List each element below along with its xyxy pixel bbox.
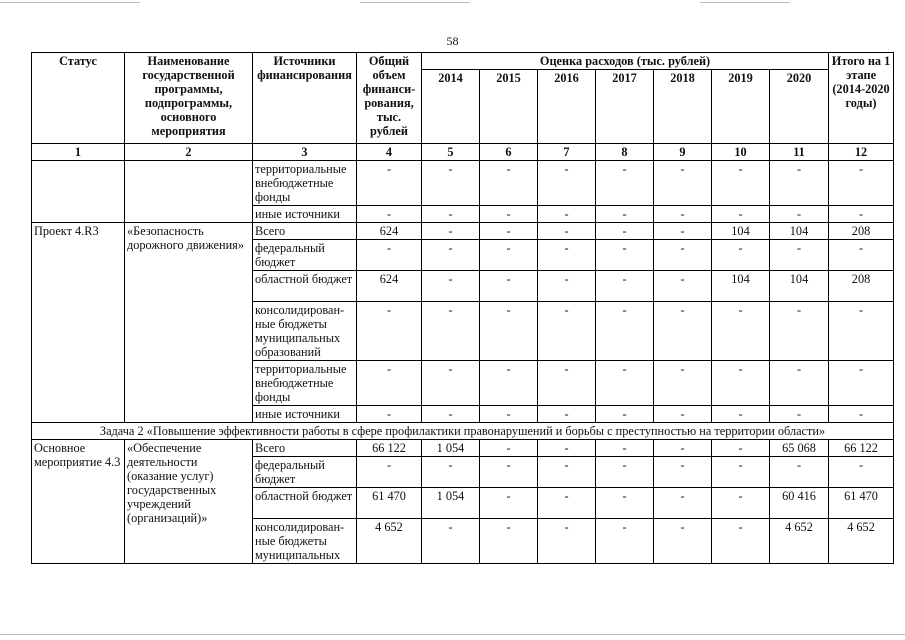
header-total: Общий объем финанси-рования, тыс. рублей bbox=[357, 53, 422, 144]
year-value-cell: - bbox=[538, 519, 596, 564]
total-cell: 66 122 bbox=[357, 440, 422, 457]
header-row bbox=[32, 53, 894, 70]
stage-total-cell: - bbox=[829, 302, 894, 361]
year-value-cell: - bbox=[654, 519, 712, 564]
top-edge-rule bbox=[0, 2, 140, 3]
year-value-cell: - bbox=[480, 406, 538, 423]
total-cell: - bbox=[357, 361, 422, 406]
year-value-cell: - bbox=[422, 223, 480, 240]
year-value-cell: - bbox=[654, 223, 712, 240]
column-number: 12 bbox=[829, 144, 894, 161]
column-number: 2 bbox=[125, 144, 253, 161]
year-value-cell: - bbox=[770, 240, 829, 271]
year-value-cell: - bbox=[770, 406, 829, 423]
year-value-cell: - bbox=[770, 457, 829, 488]
year-value-cell: - bbox=[596, 271, 654, 302]
source-cell: иные источники bbox=[253, 406, 357, 423]
year-value-cell: - bbox=[712, 440, 770, 457]
year-value-cell: - bbox=[596, 223, 654, 240]
year-value-cell: - bbox=[422, 361, 480, 406]
header-year: 2016 bbox=[538, 70, 596, 144]
header-year: 2019 bbox=[712, 70, 770, 144]
year-value-cell: - bbox=[712, 488, 770, 519]
year-value-cell: 65 068 bbox=[770, 440, 829, 457]
total-cell: 61 470 bbox=[357, 488, 422, 519]
header-stage-total: Итого на 1 этапе (2014-2020 годы) bbox=[829, 53, 894, 144]
year-value-cell: - bbox=[538, 440, 596, 457]
year-value-cell: - bbox=[712, 240, 770, 271]
table-row bbox=[32, 440, 894, 457]
source-cell: Всего bbox=[253, 440, 357, 457]
year-value-cell: - bbox=[422, 161, 480, 206]
year-value-cell: - bbox=[538, 271, 596, 302]
year-value-cell: - bbox=[596, 161, 654, 206]
year-value-cell: - bbox=[654, 488, 712, 519]
year-value-cell: - bbox=[770, 161, 829, 206]
program-name-cell: «Безопасность дорожного движения» bbox=[125, 223, 253, 423]
source-cell: областной бюджет bbox=[253, 488, 357, 519]
year-value-cell: 104 bbox=[712, 223, 770, 240]
year-value-cell: - bbox=[654, 302, 712, 361]
header-year: 2014 bbox=[422, 70, 480, 144]
year-value-cell: 4 652 bbox=[770, 519, 829, 564]
year-value-cell: - bbox=[712, 206, 770, 223]
source-cell: Всего bbox=[253, 223, 357, 240]
year-value-cell: - bbox=[654, 361, 712, 406]
stage-total-cell: - bbox=[829, 206, 894, 223]
year-value-cell: - bbox=[654, 271, 712, 302]
column-number: 6 bbox=[480, 144, 538, 161]
status-cell bbox=[32, 161, 125, 223]
column-number-row bbox=[32, 144, 894, 161]
stage-total-cell: - bbox=[829, 406, 894, 423]
stage-total-cell: - bbox=[829, 161, 894, 206]
source-cell: иные источники bbox=[253, 206, 357, 223]
top-edge-rule bbox=[700, 2, 790, 3]
year-value-cell: - bbox=[538, 223, 596, 240]
year-value-cell: 104 bbox=[712, 271, 770, 302]
year-value-cell: - bbox=[654, 240, 712, 271]
year-value-cell: 104 bbox=[770, 223, 829, 240]
header-program-name: Наименование государственной программы, подпрограммы, основного мероприятия bbox=[125, 53, 253, 144]
source-cell: территориальные внебюджетные фонды bbox=[253, 361, 357, 406]
task-row bbox=[32, 423, 894, 440]
top-edge-rule bbox=[360, 2, 470, 3]
source-cell: территориальные внебюджетные фонды bbox=[253, 161, 357, 206]
year-value-cell: - bbox=[538, 240, 596, 271]
column-number: 11 bbox=[770, 144, 829, 161]
header-year: 2017 bbox=[596, 70, 654, 144]
year-value-cell: - bbox=[596, 440, 654, 457]
year-value-cell: - bbox=[480, 440, 538, 457]
year-value-cell: - bbox=[422, 302, 480, 361]
total-cell: - bbox=[357, 406, 422, 423]
year-value-cell: - bbox=[480, 361, 538, 406]
year-value-cell: - bbox=[712, 302, 770, 361]
year-value-cell: - bbox=[712, 161, 770, 206]
year-value-cell: - bbox=[596, 240, 654, 271]
year-value-cell: - bbox=[480, 457, 538, 488]
stage-total-cell: 61 470 bbox=[829, 488, 894, 519]
total-cell: - bbox=[357, 457, 422, 488]
year-value-cell: - bbox=[538, 302, 596, 361]
year-value-cell: - bbox=[770, 206, 829, 223]
year-value-cell: - bbox=[596, 488, 654, 519]
year-value-cell: - bbox=[654, 406, 712, 423]
task-title: Задача 2 «Повышение эффективности работы в сфере профилактики правонарушений и борьбы с преступностью на территории области» bbox=[32, 423, 894, 440]
year-value-cell: - bbox=[654, 161, 712, 206]
header-sources: Источники финансирования bbox=[253, 53, 357, 144]
table-row bbox=[32, 161, 894, 206]
column-number: 8 bbox=[596, 144, 654, 161]
total-cell: - bbox=[357, 302, 422, 361]
source-cell: консолидирован-ные бюджеты муниципальных bbox=[253, 519, 357, 564]
stage-total-cell: 208 bbox=[829, 271, 894, 302]
year-value-cell: - bbox=[712, 361, 770, 406]
year-value-cell: - bbox=[538, 361, 596, 406]
column-number: 7 bbox=[538, 144, 596, 161]
status-cell: Проект 4.R3 bbox=[32, 223, 125, 423]
program-name-cell: «Обеспечение деятельности (оказание услуг) государственных учреждений (организаций)» bbox=[125, 440, 253, 564]
year-value-cell: 104 bbox=[770, 271, 829, 302]
year-value-cell: - bbox=[654, 440, 712, 457]
year-value-cell: - bbox=[596, 406, 654, 423]
stage-total-cell: 66 122 bbox=[829, 440, 894, 457]
year-value-cell: - bbox=[480, 240, 538, 271]
year-value-cell: - bbox=[596, 519, 654, 564]
year-value-cell: - bbox=[712, 457, 770, 488]
year-value-cell: - bbox=[480, 271, 538, 302]
year-value-cell: - bbox=[654, 457, 712, 488]
table-row bbox=[32, 223, 894, 240]
year-value-cell: - bbox=[712, 406, 770, 423]
year-value-cell: - bbox=[422, 457, 480, 488]
year-value-cell: - bbox=[480, 206, 538, 223]
year-value-cell: - bbox=[538, 206, 596, 223]
source-cell: консолидирован-ные бюджеты муниципальных образований bbox=[253, 302, 357, 361]
year-value-cell: - bbox=[422, 240, 480, 271]
stage-total-cell: - bbox=[829, 361, 894, 406]
page-number: 58 bbox=[446, 34, 459, 48]
budget-table bbox=[31, 52, 894, 564]
year-value-cell: - bbox=[422, 519, 480, 564]
header-status: Статус bbox=[32, 53, 125, 144]
header-year: 2018 bbox=[654, 70, 712, 144]
year-value-cell: - bbox=[596, 457, 654, 488]
year-value-cell: - bbox=[654, 206, 712, 223]
year-value-cell: - bbox=[480, 488, 538, 519]
year-value-cell: - bbox=[480, 161, 538, 206]
header-year: 2015 bbox=[480, 70, 538, 144]
rows-section-b bbox=[32, 440, 894, 564]
total-cell: 4 652 bbox=[357, 519, 422, 564]
year-value-cell: - bbox=[770, 361, 829, 406]
source-cell: федеральный бюджет bbox=[253, 457, 357, 488]
year-value-cell: - bbox=[422, 206, 480, 223]
year-value-cell: - bbox=[770, 302, 829, 361]
year-value-cell: - bbox=[596, 302, 654, 361]
stage-total-cell: 4 652 bbox=[829, 519, 894, 564]
year-value-cell: 1 054 bbox=[422, 488, 480, 519]
status-cell: Основное мероприятие 4.3 bbox=[32, 440, 125, 564]
column-number: 4 bbox=[357, 144, 422, 161]
total-cell: 624 bbox=[357, 223, 422, 240]
year-value-cell: - bbox=[480, 519, 538, 564]
stage-total-cell: - bbox=[829, 240, 894, 271]
rows-section-a bbox=[32, 161, 894, 423]
year-value-cell: - bbox=[480, 223, 538, 240]
year-value-cell: - bbox=[538, 161, 596, 206]
year-value-cell: - bbox=[712, 519, 770, 564]
total-cell: - bbox=[357, 161, 422, 206]
year-value-cell: 60 416 bbox=[770, 488, 829, 519]
header-estimate: Оценка расходов (тыс. рублей) bbox=[422, 53, 829, 70]
column-number: 1 bbox=[32, 144, 125, 161]
source-cell: областной бюджет bbox=[253, 271, 357, 302]
year-value-cell: - bbox=[596, 361, 654, 406]
total-cell: - bbox=[357, 206, 422, 223]
header-year: 2020 bbox=[770, 70, 829, 144]
bottom-edge-rule bbox=[0, 634, 905, 635]
column-number: 10 bbox=[712, 144, 770, 161]
year-value-cell: - bbox=[538, 457, 596, 488]
source-cell: федеральный бюджет bbox=[253, 240, 357, 271]
year-value-cell: - bbox=[596, 206, 654, 223]
year-value-cell: - bbox=[538, 488, 596, 519]
stage-total-cell: - bbox=[829, 457, 894, 488]
column-number: 3 bbox=[253, 144, 357, 161]
year-value-cell: - bbox=[422, 271, 480, 302]
year-value-cell: - bbox=[480, 302, 538, 361]
column-number: 9 bbox=[654, 144, 712, 161]
program-name-cell bbox=[125, 161, 253, 223]
year-value-cell: - bbox=[538, 406, 596, 423]
total-cell: - bbox=[357, 240, 422, 271]
stage-total-cell: 208 bbox=[829, 223, 894, 240]
year-value-cell: 1 054 bbox=[422, 440, 480, 457]
year-value-cell: - bbox=[422, 406, 480, 423]
total-cell: 624 bbox=[357, 271, 422, 302]
column-number: 5 bbox=[422, 144, 480, 161]
